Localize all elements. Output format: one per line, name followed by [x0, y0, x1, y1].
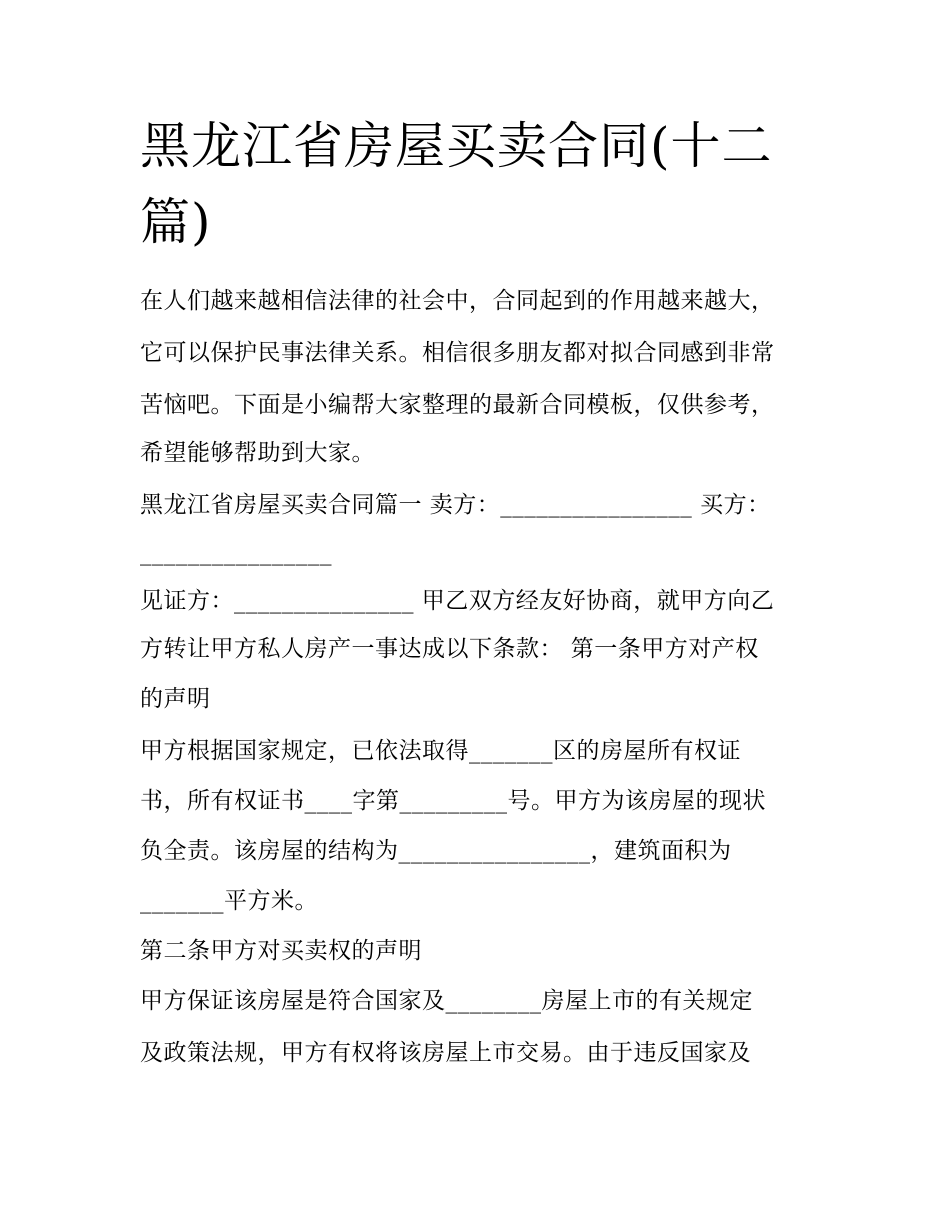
article-1-line-1: 甲方根据国家规定，已依法取得_______区的房屋所有权证	[140, 738, 741, 764]
article-1-title-end: 的声明	[140, 686, 211, 712]
contract-heading-line: 黑龙江省房屋买卖合同篇一 卖方：________________ 买方：	[140, 492, 771, 518]
article-2-line-1: 甲方保证该房屋是符合国家及________房屋上市的有关规定	[140, 988, 753, 1014]
buyer-blank-line: ________________	[140, 540, 332, 566]
agreement-line: 方转让甲方私人房产一事达成以下条款： 第一条甲方对产权	[140, 636, 759, 662]
intro-line-1: 在人们越来越相信法律的社会中，合同起到的作用越来越大，	[140, 288, 775, 314]
article-1-line-4: _______平方米。	[140, 888, 318, 914]
article-2-line-2: 及政策法规，甲方有权将该房屋上市交易。由于违反国家及	[140, 1040, 751, 1066]
document-title: 黑龙江省房屋买卖合同(十二篇)	[140, 117, 773, 251]
intro-line-2: 它可以保护民事法律关系。相信很多朋友都对拟合同感到非常	[140, 340, 775, 366]
article-1-line-3: 负全责。该房屋的结构为________________，建筑面积为	[140, 838, 732, 864]
intro-line-3: 苦恼吧。下面是小编帮大家整理的最新合同模板，仅供参考，	[140, 392, 775, 418]
article-1-line-2: 书，所有权证书____字第_________号。甲方为该房屋的现状	[140, 788, 766, 814]
witness-line: 见证方：_______________ 甲乙双方经友好协商，就甲方向乙	[140, 588, 775, 614]
article-2-title: 第二条甲方对买卖权的声明	[140, 938, 422, 964]
intro-line-4: 希望能够帮助到大家。	[140, 440, 375, 466]
